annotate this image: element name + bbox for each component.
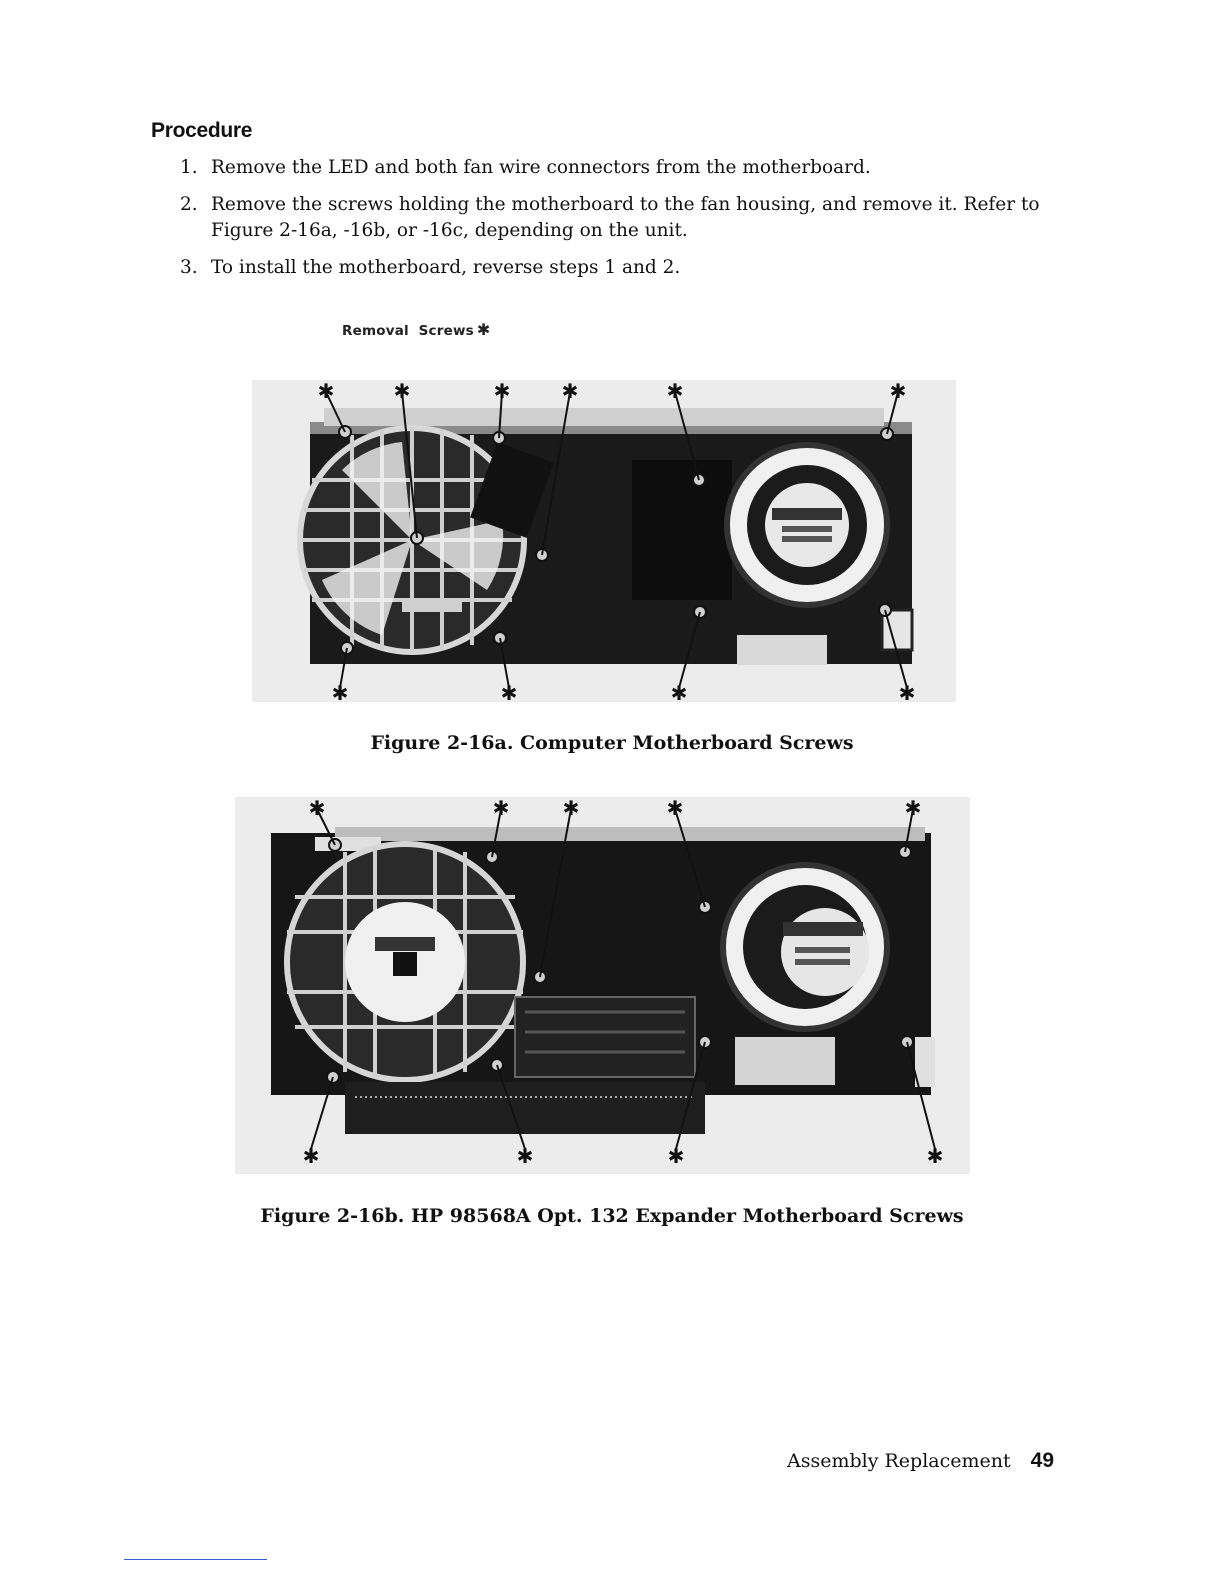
step-number: 3.	[180, 257, 198, 278]
figure-2-16b-photo	[235, 797, 970, 1174]
footer-rule	[124, 1559, 267, 1560]
right-fan	[723, 865, 887, 1029]
page-footer	[787, 1449, 1054, 1473]
section-heading: Procedure	[151, 119, 253, 142]
footer-section-title: Assembly Replacement	[787, 1450, 1011, 1472]
screw-marker-icon: ✱	[667, 1144, 685, 1168]
screw-marker-icon: ✱	[926, 1144, 944, 1168]
figure-2-16a-caption: Figure 2-16a. Computer Motherboard Screws	[370, 732, 854, 754]
screw-marker-icon: ✱	[302, 1144, 320, 1168]
screw-marker-icon: ✱	[666, 797, 684, 820]
page-number: 49	[1030, 1449, 1054, 1472]
motherboard-photo-b	[235, 797, 970, 1174]
screw-marker-icon: ✱	[308, 797, 326, 820]
screw-marker-icon: ✱	[331, 681, 349, 702]
left-fan	[287, 844, 523, 1080]
screw-marker-icon: ✱	[561, 380, 579, 403]
screw-marker-icon: ✱	[393, 380, 411, 403]
screw-marker-icon: ✱	[516, 1144, 534, 1168]
step-text: Remove the screws holding the motherboard to the fan housing, and remove it. Refer to Figure 2-16a, -16b, or -16c, depending on the unit.	[211, 194, 1040, 241]
screw-marker-icon: ✱	[493, 380, 511, 403]
screw-marker-icon: ✱	[317, 380, 335, 403]
figure-2-16a-photo	[252, 380, 956, 702]
procedure-steps	[180, 155, 1060, 292]
step-text: To install the motherboard, reverse steps 1 and 2.	[211, 257, 681, 278]
screw-marker-icon: ✱	[500, 681, 518, 702]
step-number: 1.	[180, 157, 198, 178]
motherboard-photo-a	[252, 380, 956, 702]
step-text: Remove the LED and both fan wire connectors from the motherboard.	[211, 157, 871, 178]
screw-marker-icon: ✱	[492, 797, 510, 820]
screw-marker-icon: ✱	[666, 380, 684, 403]
legend-label: Removal Screws	[342, 323, 474, 339]
figure-2-16b-caption: Figure 2-16b. HP 98568A Opt. 132 Expander Motherboard Screws	[260, 1205, 964, 1227]
step-number: 2.	[180, 194, 198, 215]
screw-marker-icon: ✱	[562, 797, 580, 820]
screw-marker-icon: ✱	[889, 380, 907, 403]
right-fan	[727, 445, 887, 605]
screw-marker-icon: ✱	[898, 681, 916, 702]
screw-marker-icon: ✱	[904, 797, 922, 820]
removal-screws-legend	[342, 320, 491, 339]
step-item	[180, 155, 1060, 181]
screw-marker-icon: ✱	[670, 681, 688, 702]
step-item	[180, 255, 1060, 281]
step-item	[180, 192, 1060, 244]
asterisk-icon: ✱	[476, 320, 491, 339]
